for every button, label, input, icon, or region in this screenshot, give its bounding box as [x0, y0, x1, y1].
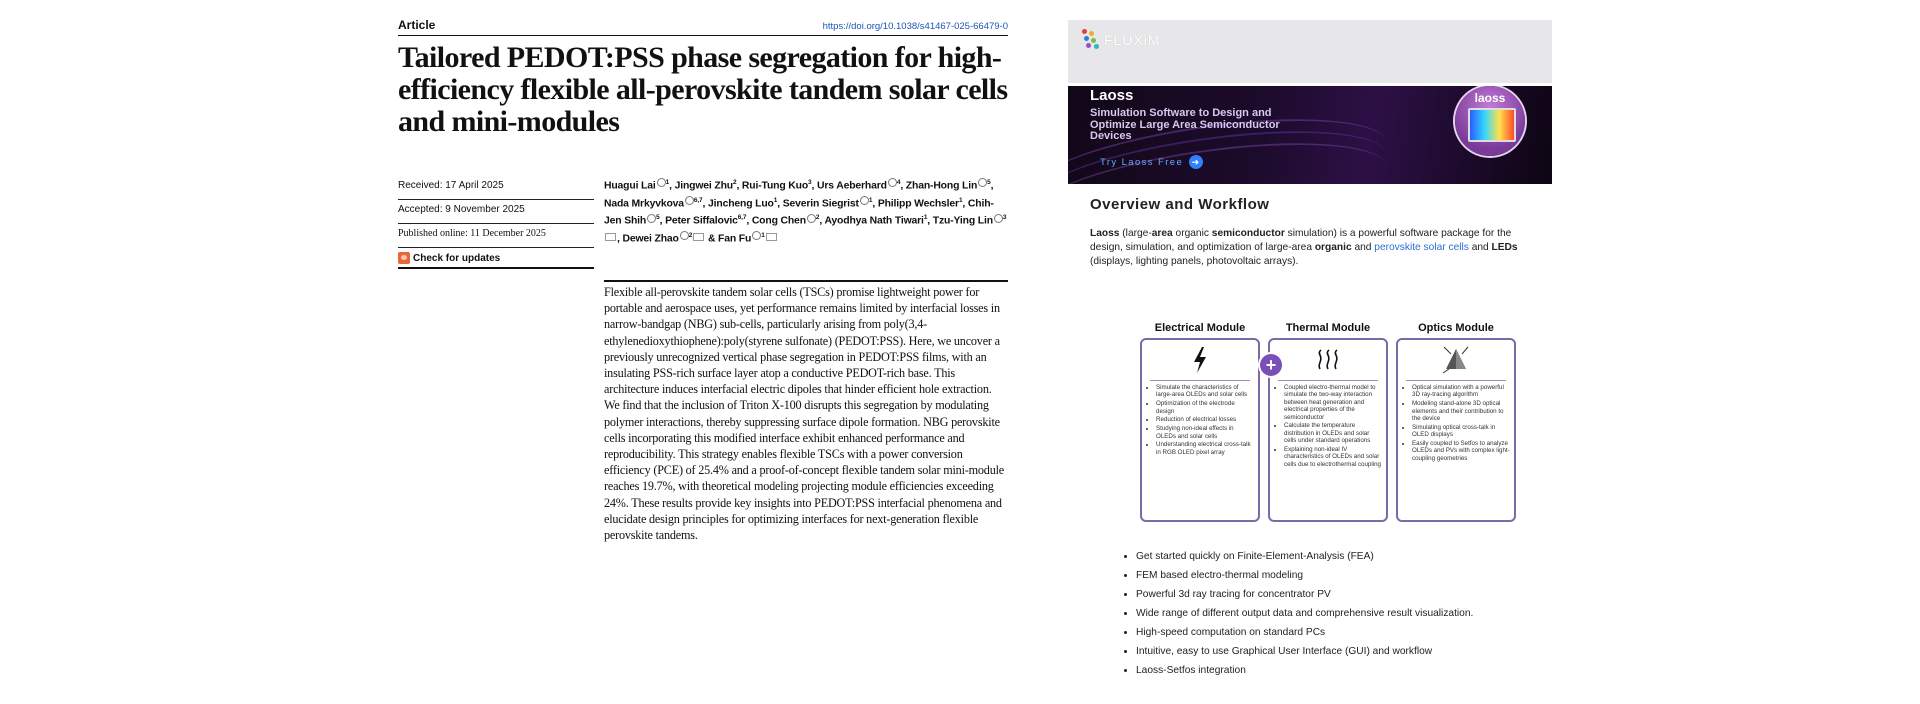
- email-icon[interactable]: [605, 233, 616, 241]
- module-box: [1268, 338, 1388, 522]
- author-divider: [604, 280, 1008, 282]
- doi-link[interactable]: https://doi.org/10.1038/s41467-025-66479-0: [822, 21, 1008, 32]
- module-bullet: • Easily coupled to Setfos to analyze OLEDs and PVs with complex light-coupling geometries: [1412, 440, 1510, 462]
- module-title: Electrical Module: [1154, 322, 1246, 334]
- feature-item: • Get started quickly on Finite-Element-Analysis (FEA): [1136, 550, 1556, 563]
- intro-part: organic: [1314, 242, 1352, 253]
- perovskite-solar-cells-link[interactable]: perovskite solar cells: [1374, 242, 1469, 253]
- feature-item: • Powerful 3d ray tracing for concentrator PV: [1136, 588, 1556, 601]
- affiliation-sup: 6,7: [737, 214, 747, 222]
- module-divider: [1150, 380, 1250, 381]
- check-for-updates-button[interactable]: [398, 248, 594, 269]
- affiliation-sup: 1: [773, 196, 778, 204]
- site-header: [1068, 20, 1552, 83]
- module-bullet: • Studying non-ideal effects in OLEDs and solar cells: [1156, 425, 1254, 440]
- lightning-icon: [1142, 340, 1258, 380]
- orcid-icon[interactable]: [680, 231, 689, 240]
- article-type-label: Article: [398, 18, 436, 32]
- feature-item: • High-speed computation on standard PCs: [1136, 626, 1556, 639]
- logo-text: FLUXiM: [1104, 32, 1161, 48]
- arrow-right-icon: ➜: [1189, 155, 1203, 169]
- orcid-icon[interactable]: [860, 196, 869, 205]
- affiliation-sup: 1: [761, 232, 765, 240]
- affiliation-sup: 2: [815, 214, 820, 222]
- module-bullet: • Explaining non-ideal IV characteristics of OLEDs and solar cells due to electrothermal coupling: [1284, 446, 1382, 468]
- electrical-module: [1140, 322, 1260, 522]
- affiliation-sup: 5: [987, 179, 991, 186]
- affiliation-sup: 1: [868, 196, 873, 204]
- module-box: [1396, 338, 1516, 522]
- author-name[interactable]: Urs Aeberhard: [816, 180, 887, 192]
- optics-module: [1396, 322, 1516, 522]
- author-name[interactable]: Huagui Lai: [604, 180, 656, 192]
- affiliation-sup: 2: [732, 179, 737, 186]
- module-bullet: • Modeling stand-alone 3D optical elements and their contribution to the device: [1412, 400, 1510, 422]
- feature-item: • FEM based electro-thermal modeling: [1136, 569, 1556, 582]
- feature-item: • Laoss-Setfos integration: [1136, 664, 1556, 677]
- logo-dot: [1082, 29, 1087, 34]
- module-bullet: • Understanding electrical cross-talk in RGB OLED pixel array: [1156, 441, 1254, 456]
- affiliation-sup: 3: [1002, 214, 1007, 222]
- author-name[interactable]: Zhan-Hong Lin: [905, 180, 978, 192]
- feature-list: [1124, 550, 1556, 683]
- author-name[interactable]: Severin Siegrist: [782, 198, 859, 210]
- module-bullet: • Coupled electro-thermal model to simulate the two-way interaction between heat generation and electrical properties of the semiconductor: [1284, 384, 1382, 421]
- affiliation-sup: 1: [665, 179, 670, 186]
- thermal-module: [1268, 322, 1388, 522]
- orcid-icon[interactable]: [888, 178, 897, 187]
- email-icon[interactable]: [693, 233, 704, 241]
- article-header: [398, 18, 1008, 36]
- author-name[interactable]: Fan Fu: [718, 233, 752, 245]
- laptop-screen-icon: [1468, 108, 1516, 142]
- affiliation-sup: 6,7: [693, 196, 703, 204]
- module-bullet: • Reduction of electrical losses: [1156, 416, 1254, 423]
- author-name[interactable]: Ayodhya Nath Tiwari: [824, 215, 924, 227]
- module-bullet: • Optimization of the electrode design: [1156, 400, 1254, 415]
- module-title: Optics Module: [1418, 322, 1494, 334]
- orcid-icon[interactable]: [685, 196, 694, 205]
- author-name[interactable]: Tzu-Ying Lin: [932, 215, 993, 227]
- intro-part: organic: [1172, 228, 1212, 239]
- module-divider: [1406, 380, 1506, 381]
- email-icon[interactable]: [766, 233, 777, 241]
- intro-part: LEDs: [1491, 242, 1518, 253]
- module-title: Thermal Module: [1285, 322, 1371, 334]
- cta-label: Try Laoss Free: [1100, 156, 1184, 168]
- author-name[interactable]: Jingwei Zhu: [674, 180, 733, 192]
- module-divider: [1278, 380, 1378, 381]
- module-bullet: • Optical simulation with a powerful 3D ray-tracing algorithm: [1412, 384, 1510, 399]
- orcid-icon[interactable]: [657, 178, 666, 187]
- module-bullets: [1142, 384, 1258, 456]
- feature-item: • Wide range of different output data and comprehensive result visualization.: [1136, 607, 1556, 620]
- pyramid-icon: [1398, 340, 1514, 380]
- module-bullet: • Calculate the temperature distribution in OLEDs and solar cells under standard operations: [1284, 422, 1382, 444]
- received-date: Received: 17 April 2025: [398, 176, 594, 200]
- intro-part: (large-: [1119, 228, 1152, 239]
- logo-dot: [1089, 31, 1094, 36]
- laoss-product-badge: [1455, 86, 1525, 156]
- orcid-icon[interactable]: [647, 214, 656, 223]
- affiliation-sup: 3: [808, 179, 812, 186]
- article-page: [398, 18, 1008, 543]
- orcid-icon[interactable]: [978, 178, 987, 187]
- try-laoss-free-button[interactable]: [1100, 155, 1203, 169]
- intro-part: (displays, lighting panels, photovoltaic arrays).: [1090, 256, 1299, 267]
- author-list: Huagui Lai $^1$, Jingwei Zhu$^2$, Rui-Tung Kuo$^3$, Urs Aeberhard $^4$, Zhan-Hong Lin $^5$, Nada Mrkyvkova $^{6,7}$, Jincheng Luo$^1$, Severin Siegrist $^1$, Philipp Wechsler$^1$, Chih-Jen Shih $^5$, Peter Siffalovic$^{6,7}$, Cong Chen $^2$, Ayodhya Nath Tiwari$^1$, Tzu-Ying Lin $^3$, Dewei Zhao $^2$ & Fan Fu $^1$: [604, 179, 1007, 245]
- author-name[interactable]: Peter Siffalovic: [665, 215, 738, 227]
- intro-part: and: [1468, 242, 1492, 253]
- module-bullet: • Simulate the characteristics of large-area OLEDs and solar cells: [1156, 384, 1254, 399]
- abstract-text: Flexible all-perovskite tandem solar cells (TSCs) promise lightweight power for portable and aerospace uses, yet performance remains limited by interfacial losses in narrow-bandgap (NBG) sub-cells, particularly arising from poly(3,4-ethylenedioxythiophene):poly(styrene sulfonate) (PEDOT:PSS). Here, we uncover a previously unrecognized vertical phase segregation in PEDOT:PSS films, with an insulating PSS-rich surface layer atop a conductive PEDOT-rich base. This architecture induces interfacial electric dipoles that hinder efficient hole extraction. We find that the inclusion of Triton X-100 disrupts this segregation by modulating polymer interactions, thereby suppressing surface dipole formation. NBG perovskite cells incorporating this modified interface exhibit enhanced performance and reproducibility. This strategy enables flexible TSCs with a power conversion efficiency (PCE) of 25.4% and a proof-of-concept flexible tandem solar mini-module reaches 19.7%, with theoretical modeling projecting module efficiencies exceeding 24%. These results provide key insights into PEDOT:PSS interfacial phenomena and elucidate design principles for optimizing interfaces for next-generation flexible perovskite tandems.: [604, 285, 1004, 543]
- intro-part: semiconductor: [1211, 228, 1285, 239]
- affiliation-sup: 2: [688, 232, 693, 240]
- author-name[interactable]: Rui-Tung Kuo: [741, 180, 809, 192]
- module-diagram: [1140, 322, 1512, 514]
- article-dates: [398, 176, 594, 269]
- module-bullets: [1398, 384, 1514, 462]
- accepted-date: Accepted: 9 November 2025: [398, 200, 594, 224]
- orcid-icon[interactable]: [752, 231, 761, 240]
- logo-dot: [1086, 43, 1091, 48]
- intro-part: simulation) is a powerful software package for the design, simulation, and optimization of large-area: [1090, 228, 1512, 253]
- badge-label: laoss: [1474, 91, 1506, 105]
- overview-intro: [1090, 227, 1538, 269]
- orcid-icon[interactable]: [807, 214, 816, 223]
- author-name[interactable]: Jincheng Luo: [708, 198, 774, 210]
- heat-icon: [1270, 340, 1386, 380]
- check-updates-icon: [398, 252, 410, 264]
- logo-dots-icon: [1082, 29, 1102, 51]
- affiliation-sup: 4: [896, 179, 901, 186]
- article-title: Tailored PEDOT:PSS phase segregation for high-efficiency flexible all-perovskite tandem solar cells and mini-modules: [398, 41, 1008, 138]
- module-box: [1140, 338, 1260, 522]
- fluxim-web-page: [1068, 20, 1552, 676]
- banner-title: Laoss: [1090, 87, 1134, 104]
- overview-heading: Overview and Workflow: [1090, 196, 1270, 213]
- fluxim-logo[interactable]: [1082, 29, 1161, 51]
- laoss-banner[interactable]: [1068, 86, 1552, 184]
- module-bullet: • Simulating optical cross-talk in OLED displays: [1412, 424, 1510, 439]
- intro-part: Laoss: [1090, 228, 1120, 239]
- author-name[interactable]: Dewei Zhao: [622, 233, 679, 245]
- feature-item: • Intuitive, easy to use Graphical User Interface (GUI) and workflow: [1136, 645, 1556, 658]
- author-name[interactable]: Cong Chen: [751, 215, 806, 227]
- logo-dot: [1094, 44, 1099, 49]
- intro-part: area: [1151, 228, 1173, 239]
- plus-icon: +: [1260, 354, 1282, 376]
- check-updates-label: Check for updates: [413, 252, 501, 264]
- logo-dot: [1091, 38, 1096, 43]
- banner-subtitle: Simulation Software to Design and Optimize Large Area Semiconductor Devices: [1090, 107, 1280, 142]
- affiliation-sup: 1: [958, 196, 963, 204]
- author-name[interactable]: Chih-Jen Shih: [604, 198, 994, 227]
- author-name[interactable]: Philipp Wechsler: [877, 198, 959, 210]
- published-date: Published online: 11 December 2025: [398, 224, 594, 248]
- affiliation-sup: 5: [656, 214, 660, 222]
- module-bullets: [1270, 384, 1386, 468]
- author-name[interactable]: Nada Mrkyvkova: [604, 198, 684, 210]
- affiliation-sup: 1: [923, 214, 928, 222]
- intro-part: and: [1351, 242, 1375, 253]
- logo-dot: [1084, 36, 1089, 41]
- orcid-icon[interactable]: [994, 214, 1003, 223]
